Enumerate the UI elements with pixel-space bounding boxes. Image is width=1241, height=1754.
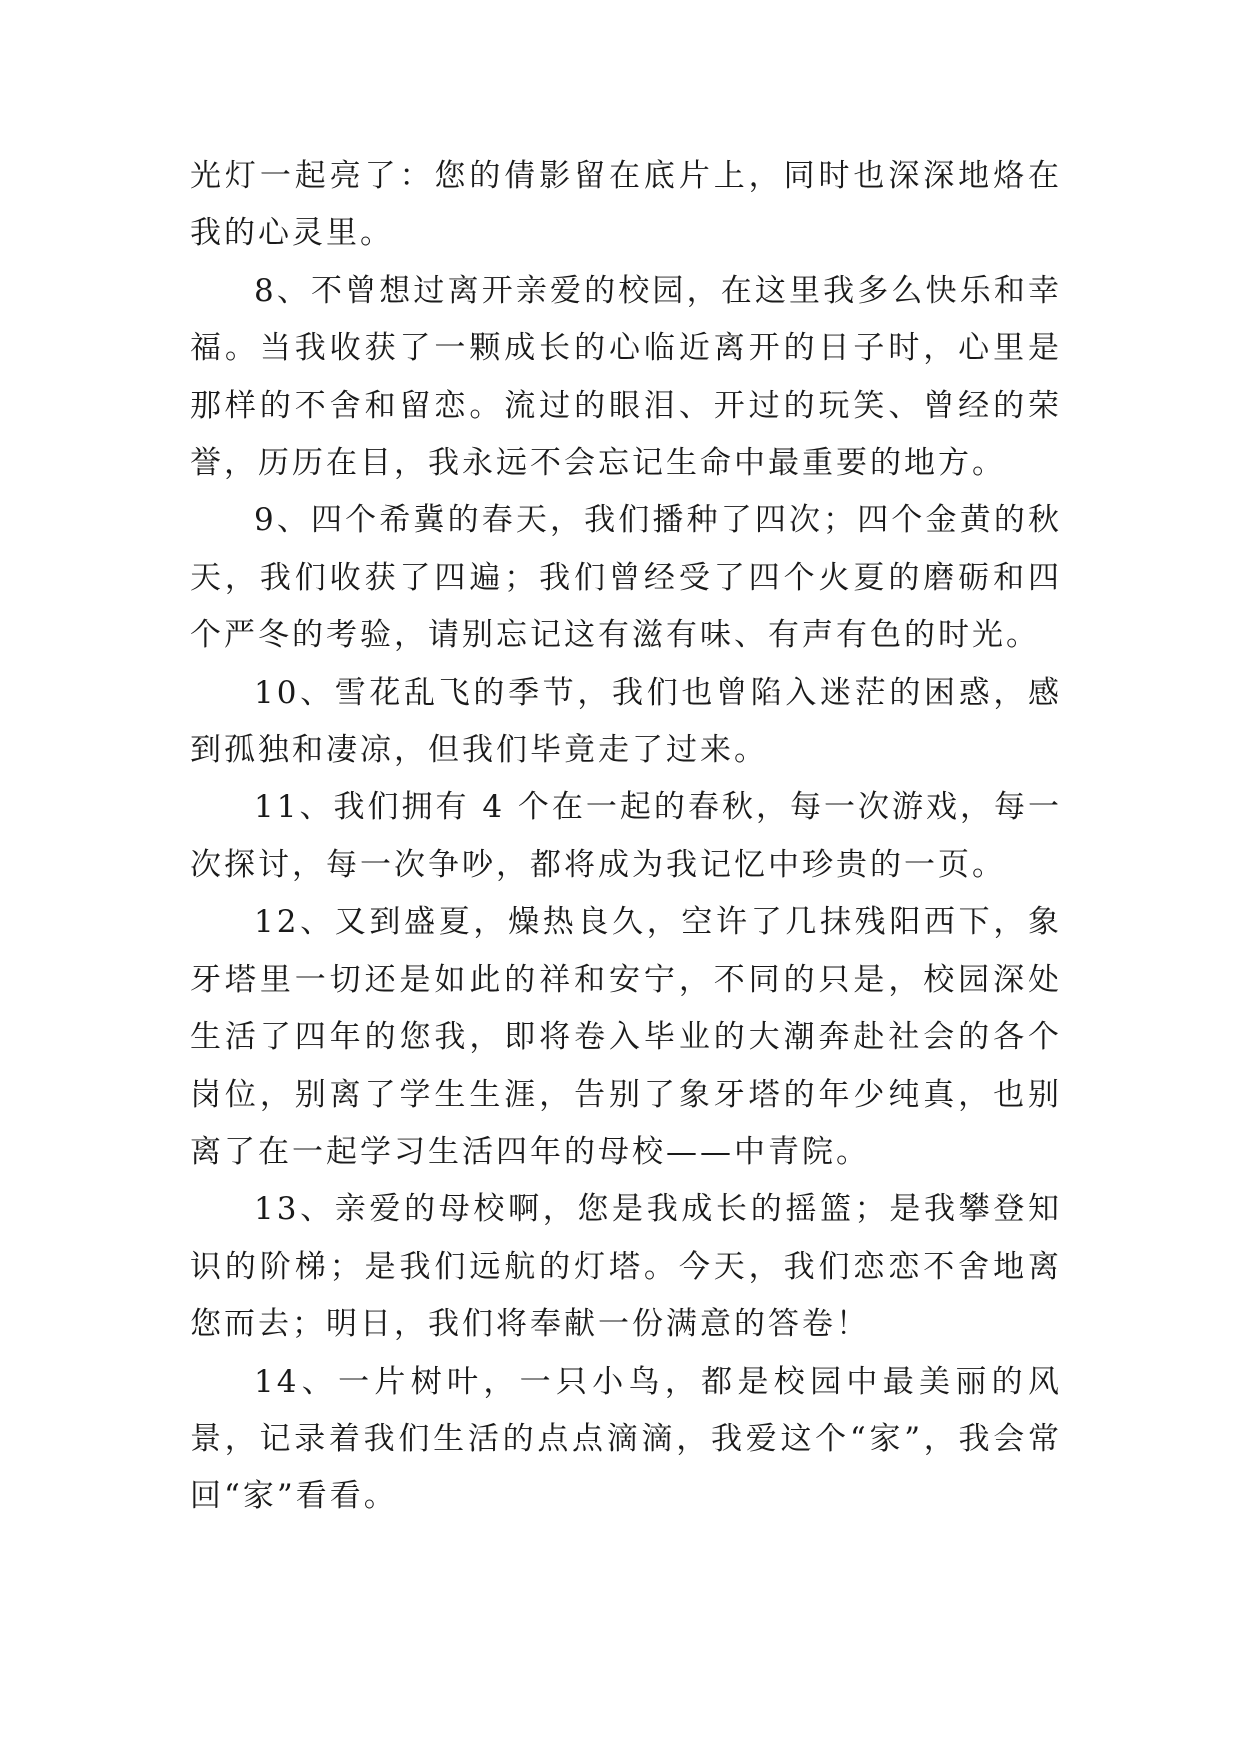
paragraph-13: 13、亲爱的母校啊，您是我成长的摇篮；是我攀登知识的阶梯；是我们远航的灯塔。今天，我们恋恋不舍地离您而去；明日，我们将奉献一份满意的答卷！ (190, 1191, 1062, 1343)
paragraph-continuation: 光灯一起亮了：您的倩影留在底片上，同时也深深地烙在我的心灵里。 (190, 158, 1062, 252)
paragraph-10: 10、雪花乱飞的季节，我们也曾陷入迷茫的困惑，感到孤独和凄凉，但我们毕竟走了过来。 (190, 674, 1062, 769)
paragraph-11: 11、我们拥有 4 个在一起的春秋，每一次游戏，每一次探讨，每一次争吵，都将成为我记忆中珍贵的一页。 (190, 789, 1062, 883)
paragraph-9: 9、四个希冀的春天，我们播种了四次；四个金黄的秋天，我们收获了四遍；我们曾经受了四个火夏的磨砺和四个严冬的考验，请别忘记这有滋有味、有声有色的时光。 (190, 502, 1062, 654)
paragraph-8: 8、不曾想过离开亲爱的校园，在这里我多么快乐和幸福。当我收获了一颗成长的心临近离开的日子时，心里是那样的不舍和留恋。流过的眼泪、开过的玩笑、曾经的荣誉，历历在目，我永远不会忘记生命中最重要的地方。 (190, 272, 1062, 482)
paragraph-12: 12、又到盛夏，燥热良久，空许了几抹残阳西下，象牙塔里一切还是如此的祥和安宁，不同的只是，校园深处生活了四年的您我，即将卷入毕业的大潮奔赴社会的各个岗位，别离了学生生涯，告别了象牙塔的年少纯真，也别离了在一起学习生活四年的母校——中青院。 (190, 904, 1062, 1170)
document-page (190, 148, 1062, 1526)
paragraph-14: 14、一片树叶，一只小鸟，都是校园中最美丽的风景，记录着我们生活的点点滴滴，我爱这个“家”，我会常回“家”看看。 (190, 1363, 1062, 1515)
